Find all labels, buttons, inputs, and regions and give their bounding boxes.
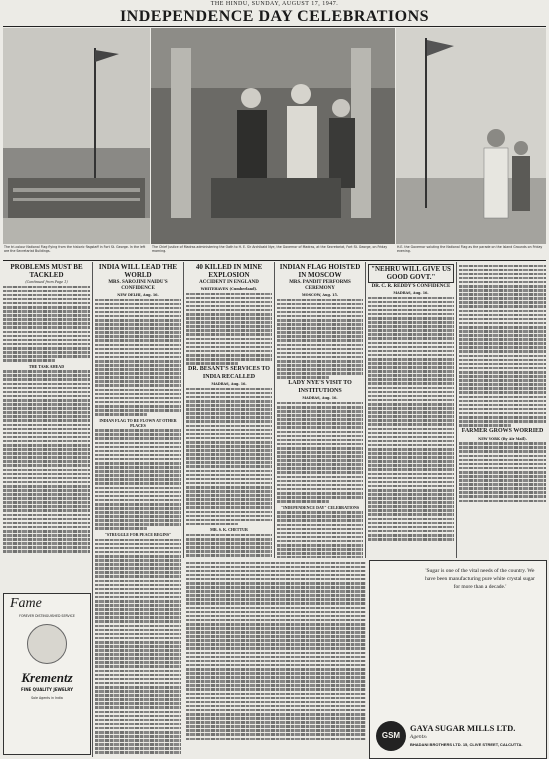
article-bottom-head: "INDEPENDENCE DAY" CELEBRATIONS <box>280 504 360 510</box>
article-subhead: MRS. PANDIT PERFORMS CEREMONY <box>289 280 351 291</box>
ad-krementz-line: FOREVER DISTINGUISHED SERVICE <box>19 614 75 618</box>
photo-caption-left: The tri-colour National Flag flying from the historic flagstaff in Fort St. George. In the left are the Secretariat Buildings. <box>4 245 146 253</box>
jewelry-icon <box>27 624 67 664</box>
article-farmer <box>459 263 546 558</box>
article-second-headline: LADY NYE'S VISIT TO INSTITUTIONS <box>288 380 352 394</box>
article-headline: PROBLEMS MUST BE TACKLED <box>10 263 83 279</box>
photo-oath-ceremony <box>151 28 395 244</box>
article-dateline: WHITEHAVEN (Cumberland). <box>200 287 258 291</box>
ad-krementz-brand: Krementz <box>21 670 73 685</box>
masthead: THE HINDU, SUNDAY, AUGUST 17, 1947. <box>210 1 339 7</box>
article-dateline: NEW DELHI, Aug. 16. <box>117 293 159 297</box>
photo-caption-right: H.E. the Governor saluting the National Flag as the parade on the Island Grounds on Friday evening. <box>397 245 543 253</box>
article-dateline: NEW YORK (By Air Mail). <box>478 436 527 441</box>
article-headline: INDIAN FLAG HOISTED IN MOSCOW <box>279 263 361 279</box>
ad-krementz-agents: Sole Agents in India <box>31 696 63 700</box>
ad-krementz-name: Fame <box>10 596 42 611</box>
article-second-headline: DR. BESANT'S SERVICES TO INDIA RECALLED <box>188 366 270 380</box>
article-problems <box>3 263 90 588</box>
article-bottom-head: "STRUGGLE FOR PEACE BEGINS" <box>104 532 172 538</box>
article-nehru-govt <box>368 263 454 558</box>
ad-krementz <box>3 593 91 755</box>
article-mine-explosion <box>186 263 272 558</box>
photo-governor-salute <box>396 28 546 244</box>
ad-gaya-address: BHADANI BROTHERS LTD. 15, CLIVE STREET, CALCUTTA. <box>410 742 523 747</box>
article-dateline: MOSCOW, Aug. 15. <box>301 293 339 297</box>
ad-quote: 'Sugar is one of the vital needs of the country. We have been manufacturing pure white crystal sugar for more than a decade.' <box>425 568 535 590</box>
ad-gaya-agents-label: Agents: <box>410 735 428 740</box>
article-subhead: THE TASK AHEAD <box>28 363 65 369</box>
article-inner-head: INDIAN FLAG TO BE FLOWN AT OTHER PLACES <box>99 417 177 428</box>
ad-gaya-name: GAYA SUGAR MILLS LTD. <box>410 723 516 733</box>
article-subhead: DR. C. R. REDDY'S CONFIDENCE <box>371 284 451 289</box>
photo-caption-center: The Chief Justice of Madras administering the Oath to H. E. Sir Archibald Nye, the Governor of Madras, at the Secretariat, Fort St. George, on Friday morning. <box>152 245 388 253</box>
article-subhead: ACCIDENT IN ENGLAND <box>199 280 259 285</box>
article-headline: "NEHRU WILL GIVE US GOOD GOVT." <box>368 264 454 283</box>
ad-gaya-sugar <box>369 560 547 759</box>
article-dateline: MADRAS, Aug. 16. <box>211 382 247 387</box>
ad-krementz-tagline: FINE QUALITY JEWELRY <box>20 687 74 692</box>
article-bottom-head: MR. S. K. CHETTUR <box>210 527 248 533</box>
article-dateline: MADRAS, Aug. 16. <box>302 396 338 401</box>
article-moscow-flag <box>277 263 363 558</box>
article-subhead: MRS. SAROJINI NAIDU'S CONFIDENCE <box>108 280 168 291</box>
divider <box>3 260 546 261</box>
divider <box>3 26 546 27</box>
article-dek: (Continued from Page 1) <box>25 280 68 284</box>
page-headline: INDEPENDENCE DAY CELEBRATIONS <box>119 8 430 25</box>
article-dateline: MADRAS, Aug. 16. <box>393 291 429 295</box>
photo-fort-flag <box>3 28 150 244</box>
article-continuation <box>186 560 366 755</box>
article-india-lead <box>95 263 181 755</box>
article-headline: 40 KILLED IN MINE EXPLOSION <box>195 263 263 279</box>
article-headline: INDIA WILL LEAD THE WORLD <box>98 263 178 279</box>
gsm-logo-icon: GSM <box>376 721 406 751</box>
article-headline: FARMER GROWS WORRIED <box>461 428 544 435</box>
